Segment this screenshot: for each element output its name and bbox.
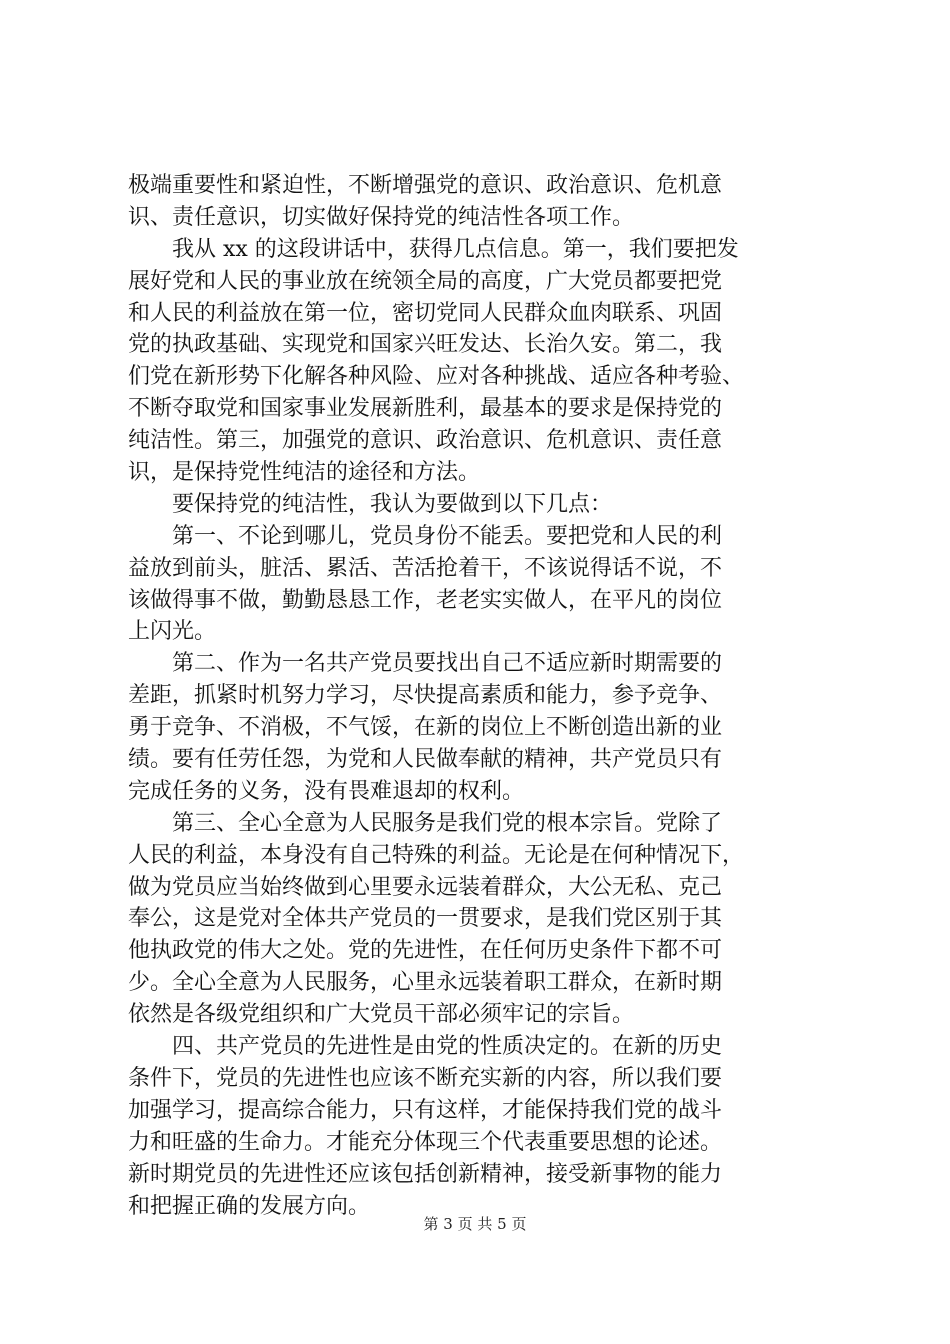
text-line: 党的执政基础、实现党和国家兴旺发达、长治久安。第二，我 bbox=[128, 332, 723, 358]
paragraph bbox=[128, 648, 828, 807]
text-line: 第三、全心全意为人民服务是我们党的根本宗旨。党除了 bbox=[172, 810, 723, 836]
text-line: 上闪光。 bbox=[128, 619, 217, 645]
page-number-footer: 第 3 页 共 5 页 bbox=[423, 1215, 527, 1233]
text-line: 加强学习，提高综合能力，只有这样，才能保持我们党的战斗 bbox=[128, 1097, 723, 1123]
text-line: 们党在新形势下化解各种风险、应对各种挑战、适应各种考验、 bbox=[128, 364, 745, 390]
text-line: 少。全心全意为人民服务，心里永远装着职工群众，在新时期 bbox=[128, 970, 723, 996]
text-line: 我从 xx 的这段讲话中，获得几点信息。第一，我们要把发 bbox=[172, 236, 739, 262]
paragraph bbox=[128, 521, 828, 649]
paragraph bbox=[128, 1031, 828, 1222]
text-line: 极端重要性和紧迫性，不断增强党的意识、政治意识、危机意 bbox=[128, 173, 723, 198]
text-line: 要保持党的纯洁性，我认为要做到以下几点： bbox=[172, 491, 613, 517]
text-line: 和人民的利益放在第一位，密切党同人民群众血肉联系、巩固 bbox=[128, 300, 723, 326]
text-line: 做为党员应当始终做到心里要永远装着群众，大公无私、克己 bbox=[128, 874, 723, 900]
paragraph bbox=[128, 808, 828, 1031]
text-line: 识，是保持党性纯洁的途径和方法。 bbox=[128, 460, 481, 486]
text-line: 展好党和人民的事业放在统领全局的高度，广大党员都要把党 bbox=[128, 268, 723, 294]
text-line: 条件下，党员的先进性也应该不断充实新的内容，所以我们要 bbox=[128, 1065, 723, 1091]
text-line: 力和旺盛的生命力。才能充分体现三个代表重要思想的论述。 bbox=[128, 1129, 723, 1155]
text-line: 人民的利益，本身没有自己特殊的利益。无论是在何种情况下， bbox=[128, 842, 745, 868]
text-line: 第二、作为一名共产党员要找出自己不适应新时期需要的 bbox=[172, 651, 723, 677]
paragraph bbox=[128, 489, 828, 521]
text-line: 勇于竞争、不消极，不气馁，在新的岗位上不断创造出新的业 bbox=[128, 715, 723, 741]
text-line: 他执政党的伟大之处。党的先进性，在任何历史条件下都不可 bbox=[128, 938, 723, 964]
text-line: 新时期党员的先进性还应该包括创新精神，接受新事物的能力 bbox=[128, 1161, 723, 1187]
text-line: 奉公，这是党对全体共产党员的一贯要求，是我们党区别于其 bbox=[128, 906, 723, 932]
text-line: 第一、不论到哪儿，党员身份不能丢。要把党和人民的利 bbox=[172, 523, 723, 549]
document-body bbox=[128, 170, 828, 1222]
text-line: 差距，抓紧时机努力学习，尽快提高素质和能力，参予竞争、 bbox=[128, 683, 723, 709]
text-line: 该做得事不做，勤勤恳恳工作，老老实实做人，在平凡的岗位 bbox=[128, 587, 723, 613]
text-line: 纯洁性。第三，加强党的意识、政治意识、危机意识、责任意 bbox=[128, 428, 723, 454]
text-line: 绩。要有任劳任怨，为党和人民做奉献的精神，共产党员只有 bbox=[128, 747, 723, 773]
text-line: 识、责任意识，切实做好保持党的纯洁性各项工作。 bbox=[128, 204, 635, 230]
text-line: 完成任务的义务，没有畏难退却的权利。 bbox=[128, 778, 525, 804]
text-line: 依然是各级党组织和广大党员干部必须牢记的宗旨。 bbox=[128, 1002, 635, 1028]
paragraph bbox=[128, 170, 828, 234]
text-line: 不断夺取党和国家事业发展新胜利，最基本的要求是保持党的 bbox=[128, 396, 723, 422]
text-line: 益放到前头，脏活、累活、苦活抢着干，不该说得话不说，不 bbox=[128, 555, 723, 581]
text-line: 四、共产党员的先进性是由党的性质决定的。在新的历史 bbox=[172, 1034, 723, 1060]
paragraph bbox=[128, 234, 828, 489]
text-line: 和把握正确的发展方向。 bbox=[128, 1193, 371, 1219]
